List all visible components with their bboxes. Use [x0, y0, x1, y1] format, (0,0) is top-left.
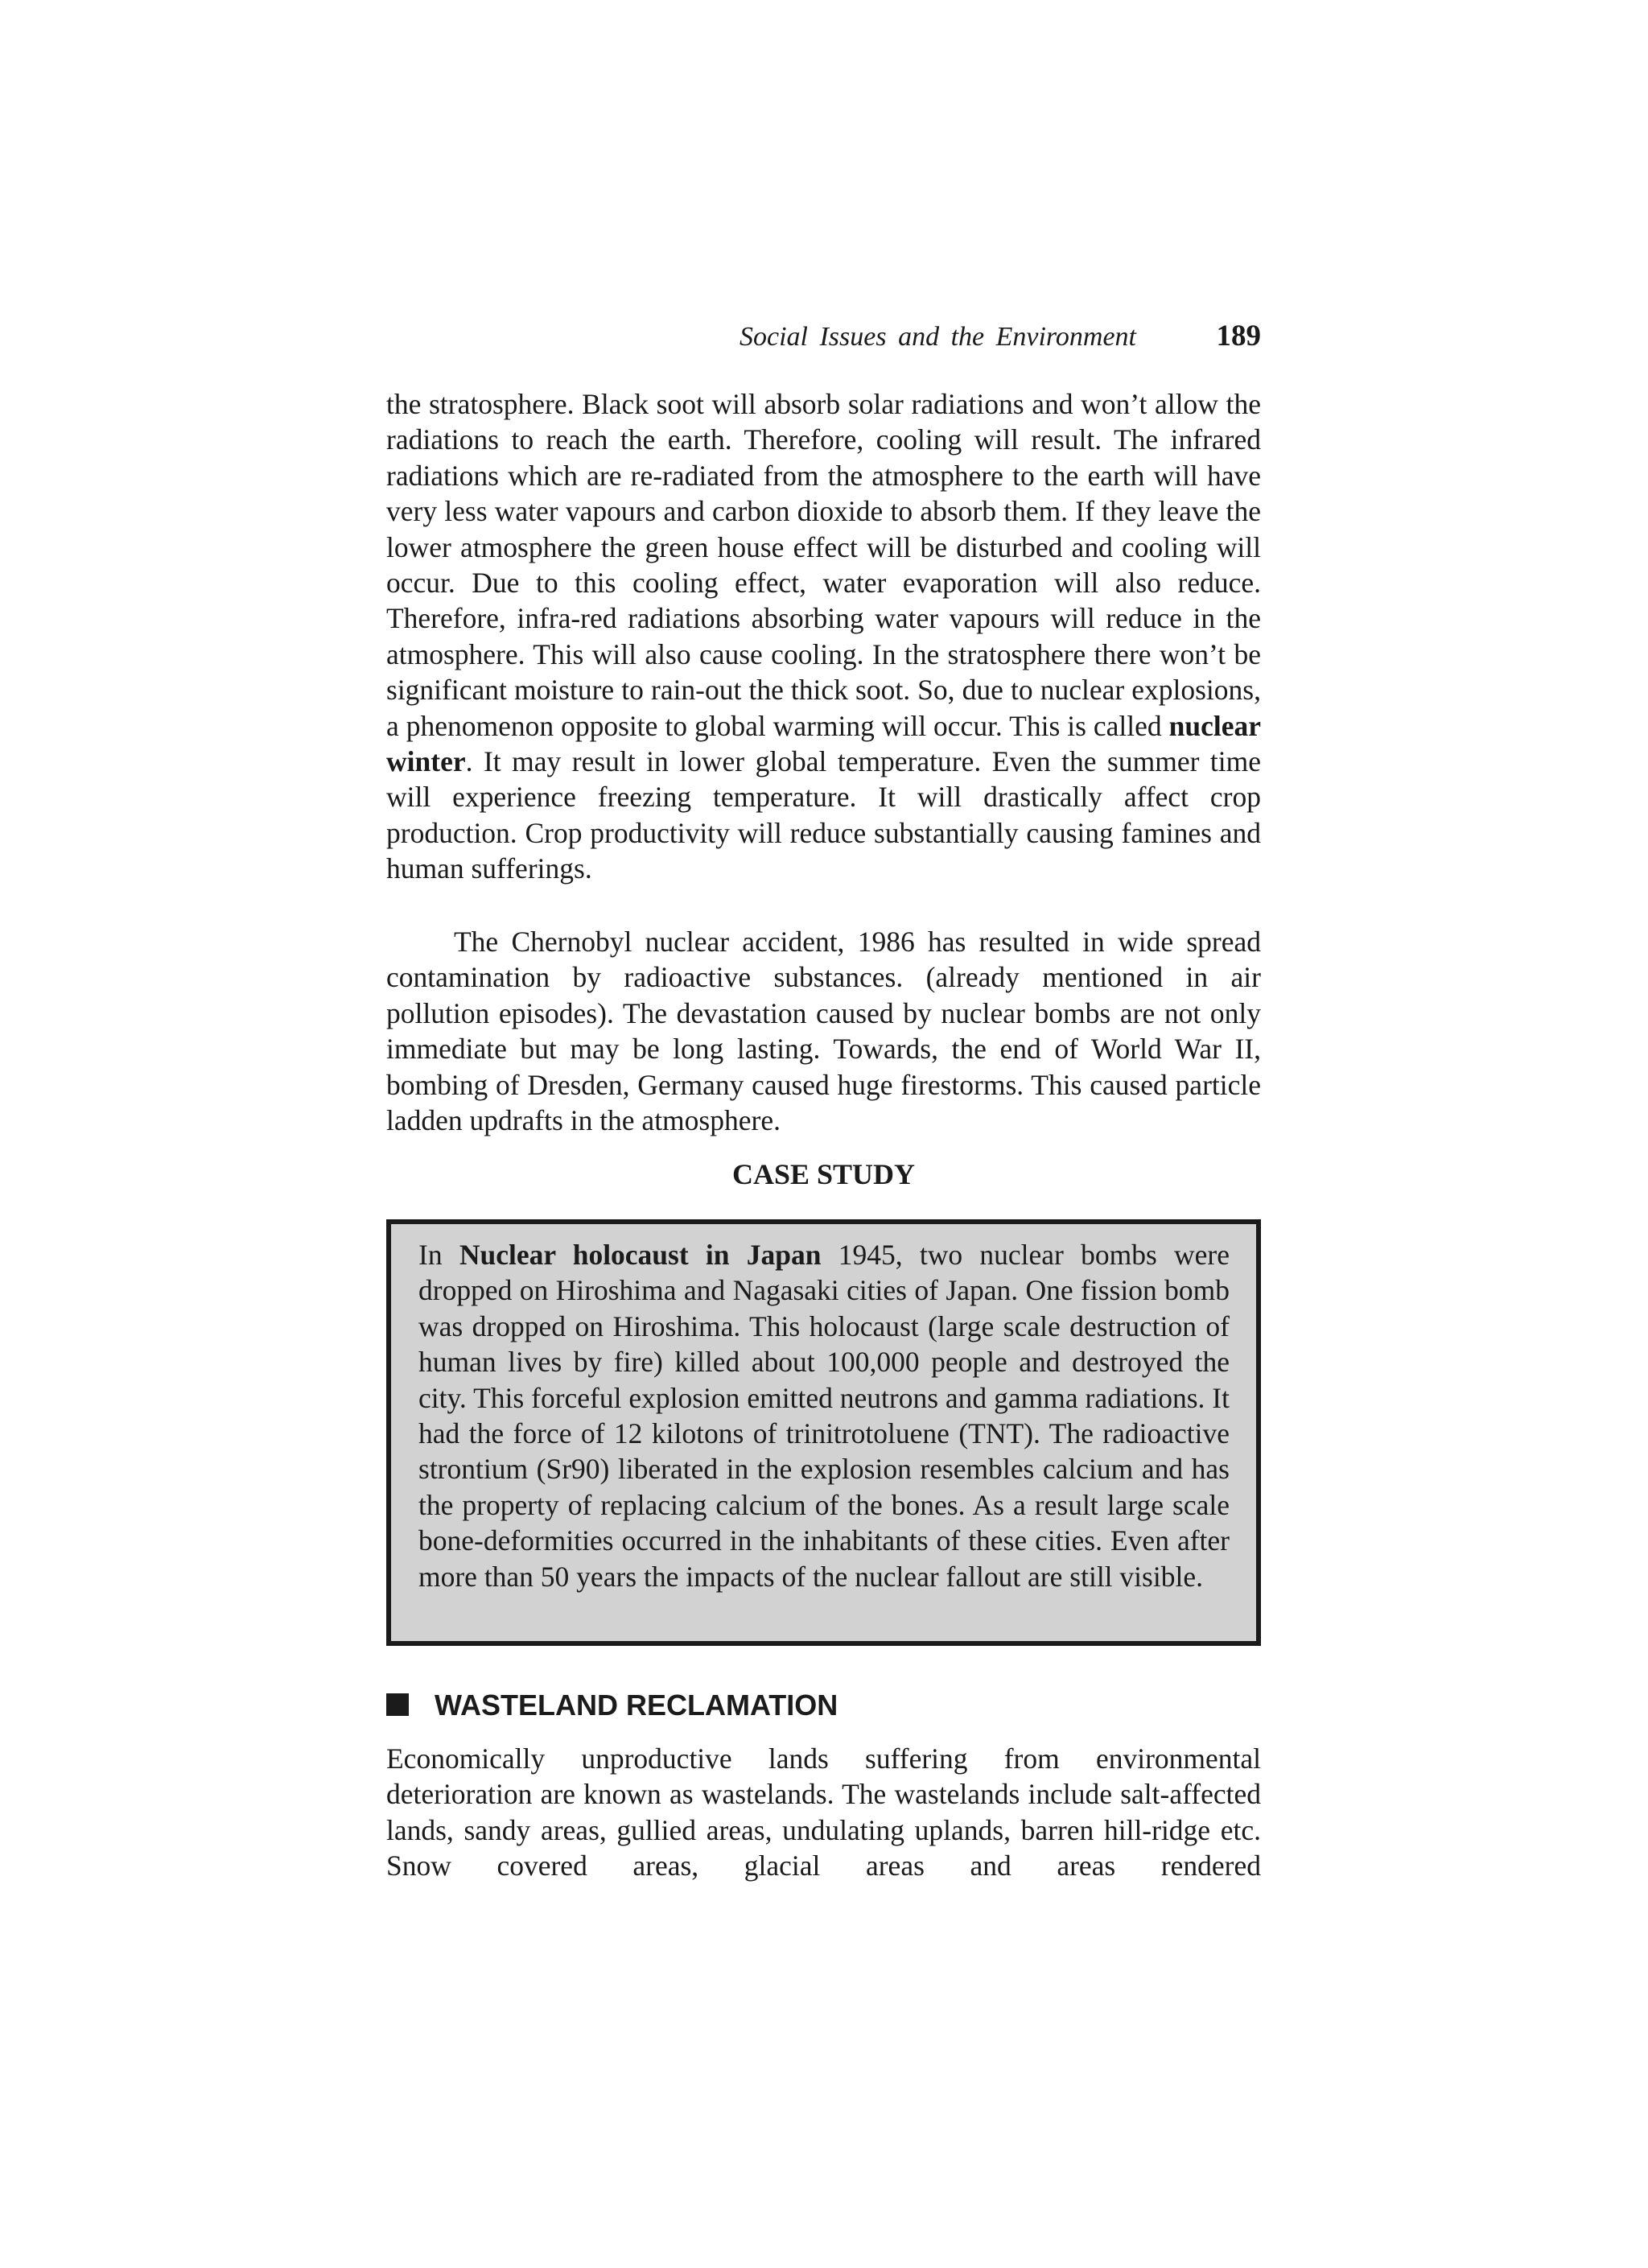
- running-head: [386, 319, 1261, 359]
- paragraph-wasteland: Economically unproductive lands suffering from environmental deterioration are known as wastelands. The wastelands include salt-affected lands, sandy areas, gullied areas, undulating uplands, barren hill-ridge etc. Snow covered areas, glacial areas and areas rendered: [386, 1742, 1261, 1882]
- paragraph-chernobyl: The Chernobyl nuclear accident, 1986 has resulted in wide spread contamination by radioactive substances. (already mentioned in air pollution episodes). The devastation caused by nuclear bombs are not only immediate but may be long lasting. Towards, the end of World War II, bombing of Dresden, Germany caused huge firestorms. This caused particle ladden updrafts in the atmosphere.: [386, 926, 1261, 1137]
- term-nuclear-winter: nuclear winter: [386, 709, 1261, 778]
- case-study-box: [386, 1219, 1261, 1646]
- case-study-text: [418, 1237, 1230, 1594]
- paragraph-nuclear-winter-text-1: the stratosphere. Black soot will absorb solar radiations and won’t allow the radiations to reach the earth. Therefore, cooling will result. The infrared radiations which are re-radiated from the atmosphere to the earth will have very less water vapours and carbon dioxide to absorb them. If they leave the lower atmosphere the green house effect will be disturbed and cooling will occur. Due to this cooling effect, water evaporation will also reduce. Therefore, infra-red radiations absorbing water vapours will reduce in the atmosphere. This will also cause cooling. In the stratosphere there won’t be significant moisture to rain-out the thick soot. So, due to nuclear explosions, a phenomenon opposite to global warming will occur. This is called: [386, 388, 1261, 742]
- page-number: 189: [1216, 320, 1261, 353]
- term-nuclear-holocaust: Nuclear holocaust in Japan: [459, 1239, 822, 1271]
- square-bullet-icon: [386, 1693, 409, 1716]
- section-heading: [386, 1685, 838, 1726]
- paragraph-nuclear-winter-text-2: . It may result in lower global temperature. Even the summer time will experience freezing temperature. It will drastically affect crop production. Crop productivity will reduce substantially causing famines and human sufferings.: [386, 745, 1261, 885]
- running-title: Social Issues and the Environment: [740, 322, 1136, 352]
- case-study-lead: In: [418, 1239, 459, 1271]
- case-study-body: 1945, two nuclear bombs were dropped on Hiroshima and Nagasaki cities of Japan. One fission bomb was dropped on Hiroshima. This holocaust (large scale destruction of human lives by fire) killed about 100,000 people and destroyed the city. This forceful explosion emitted neutrons and gamma radiations. It had the force of 12 kilotons of trinitrotoluene (TNT). The radioactive strontium (Sr90) liberated in the explosion resembles calcium and has the property of replacing calcium of the bones. As a result large scale bone-deformities occurred in the inhabitants of these cities. Even after more than 50 years the impacts of the nuclear fallout are still visible.: [418, 1239, 1230, 1593]
- paragraph-nuclear-winter: [386, 386, 1261, 887]
- case-study-heading: CASE STUDY: [731, 1158, 916, 1190]
- section-heading-label: WASTELAND RECLAMATION: [435, 1689, 838, 1722]
